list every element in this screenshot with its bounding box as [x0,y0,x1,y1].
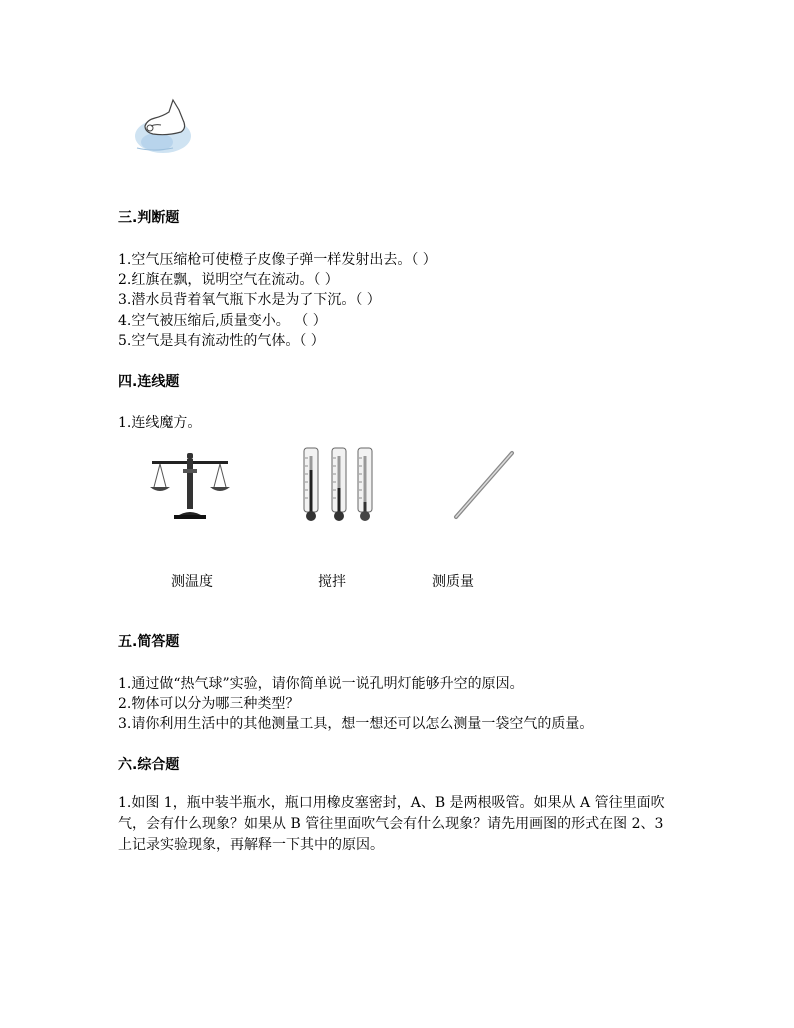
section-heading-judgement: 三.判断题 [118,210,180,226]
question-item: 5.空气是具有流动性的气体。（ ） [118,333,325,349]
stirring-rod-image [452,450,516,520]
question-item: 2.红旗在飘，说明空气在流动。（ ） [118,272,339,288]
question-item: 3.潜水员背着氧气瓶下水是为了下沉。（ ） [118,292,381,308]
matching-label: 测温度 [171,574,213,590]
question-item: 1.空气压缩枪可使橙子皮像子弹一样发射出去。（ ） [118,252,437,268]
question-paragraph: 1.如图 1，瓶中装半瓶水，瓶口用橡皮塞密封，A、B 是两根吸管。如果从 A 管往里面吹气，会有什么现象？如果从 B 管往里面吹气会有什么现象？请先用画图的形式在图 2、3 上记录实验现象，再解释一下其中的原因。 [118,795,665,853]
hand-press-illustration [133,98,193,156]
thermometers-image [300,446,380,524]
matching-label: 测质量 [432,574,474,590]
question-item: 1.通过做“热气球”实验，请你简单说一说孔明灯能够升空的原因。 [118,676,524,692]
section-heading-matching: 四.连线题 [118,374,180,390]
matching-label: 搅拌 [318,574,346,590]
question-item: 3.请你利用生活中的其他测量工具，想一想还可以怎么测量一袋空气的质量。 [118,716,594,732]
question-item: 1.连线魔方。 [118,415,202,431]
question-item: 2.物体可以分为哪三种类型？ [118,696,300,712]
section-heading-comprehensive: 六.综合题 [118,757,180,773]
section-heading-short-answer: 五.简答题 [118,634,180,650]
question-item: 4.空气被压缩后,质量变小。 （ ） [118,313,327,329]
balance-scale-image [150,449,230,521]
